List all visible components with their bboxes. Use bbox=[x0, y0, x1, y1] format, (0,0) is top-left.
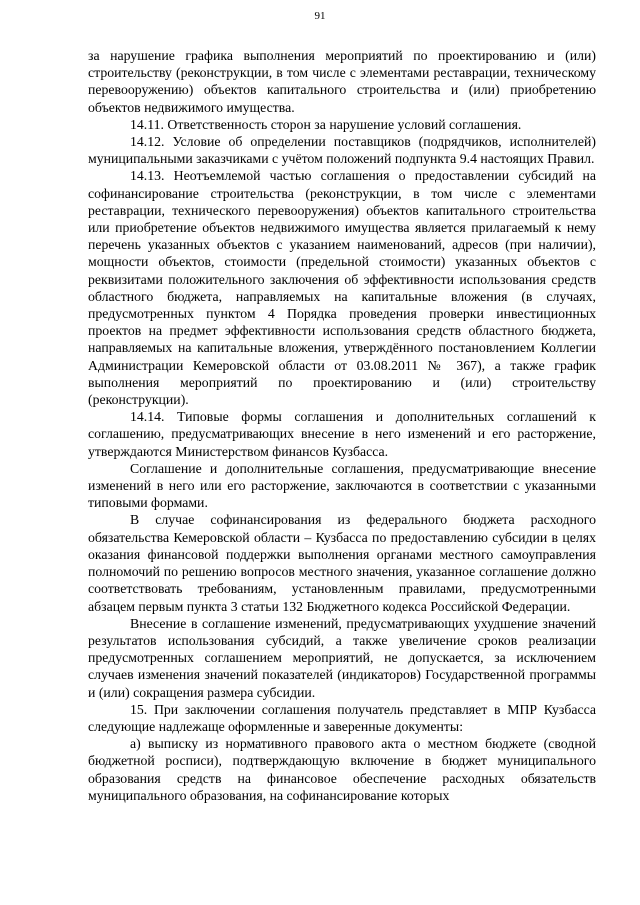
paragraph-14-12: 14.12. Условие об определении поставщиков (подрядчиков, исполнителей) муниципальными заказчиками с учётом положений подпункта 9.4 настоящих Правил. bbox=[88, 134, 596, 167]
paragraph-15-a: а) выписку из нормативного правового акта о местном бюджете (сводной бюджетной росписи), подтверждающую включение в бюджет муниципального образования средств на финансовое обеспечение расходных обязательств муниципального образования, на софинансирование которых bbox=[88, 736, 596, 803]
paragraph-continuation: за нарушение графика выполнения мероприятий по проектированию и (или) строительству (реконструкции, в том числе с элементами реставрации, техническому перевооружению) объектов капитального строительства и (или) приобретению объектов недвижимого имущества. bbox=[88, 48, 596, 115]
paragraph-14-14: 14.14. Типовые формы соглашения и дополнительных соглашений к соглашению, предусматривающих внесение в него изменений и его расторжение, утверждаются Министерством финансов Кузбасса. bbox=[88, 409, 596, 459]
paragraph-federal-cofinancing: В случае софинансирования из федерального бюджета расходного обязательства Кемеровской области – Кузбасса по предоставлению субсидии в целях оказания финансовой поддержки выполнения органами местного самоуправления полномочий по решению вопросов местного значения, указанное соглашение должно соответствовать требованиям, установленным правилами, предусмотренными абзацем первым пункта 3 статьи 132 Бюджетного кодекса Российской Федерации. bbox=[88, 512, 596, 614]
paragraph-14-11: 14.11. Ответственность сторон за нарушение условий соглашения. bbox=[130, 116, 522, 132]
paragraph-14-13: 14.13. Неотъемлемой частью соглашения о предоставлении субсидий на софинансирование строительства (реконструкции, в том числе с элементами реставрации, технического перевооружения) объектов капитального строительства или приобретение объектов недвижимого имущества является прилагаемый к нему перечень указанных объектов с указанием наименований, адресов (при наличии), мощности объектов, стоимости (предельной стоимости) указанных объектов с реквизитами положительного заключения об эффективности использования средств областного бюджета, направляемых на капитальные вложения (в случаях, предусмотренных пунктом 4 Порядка проведения проверки инвестиционных проектов на предмет эффективности использования средств областного бюджета, направляемых на капитальные вложения, утверждённого постановлением Коллегии Администрации Кемеровской области от 03.08.2011 № 367), а также график выполнения мероприятий по проектированию и (или) строительству (реконструкции). bbox=[88, 168, 596, 408]
document-body bbox=[88, 47, 596, 804]
paragraph-15: 15. При заключении соглашения получатель представляет в МПР Кузбасса следующие надлежаще оформленные и заверенные документы: bbox=[88, 701, 596, 734]
page-number: 91 bbox=[314, 10, 326, 22]
paragraph-amendments: Внесение в соглашение изменений, предусматривающих ухудшение значений результатов использования субсидий, а также увеличение сроков реализации предусмотренных соглашением мероприятий, не допускается, за исключением случаев изменения значений показателей (индикаторов) Государственной программы и (или) сокращения размера субсидии. bbox=[88, 615, 596, 700]
paragraph-agreements: Соглашение и дополнительные соглашения, предусматривающие внесение изменений в него или его расторжение, заключаются в соответствии с указанными типовыми формами. bbox=[88, 460, 596, 511]
